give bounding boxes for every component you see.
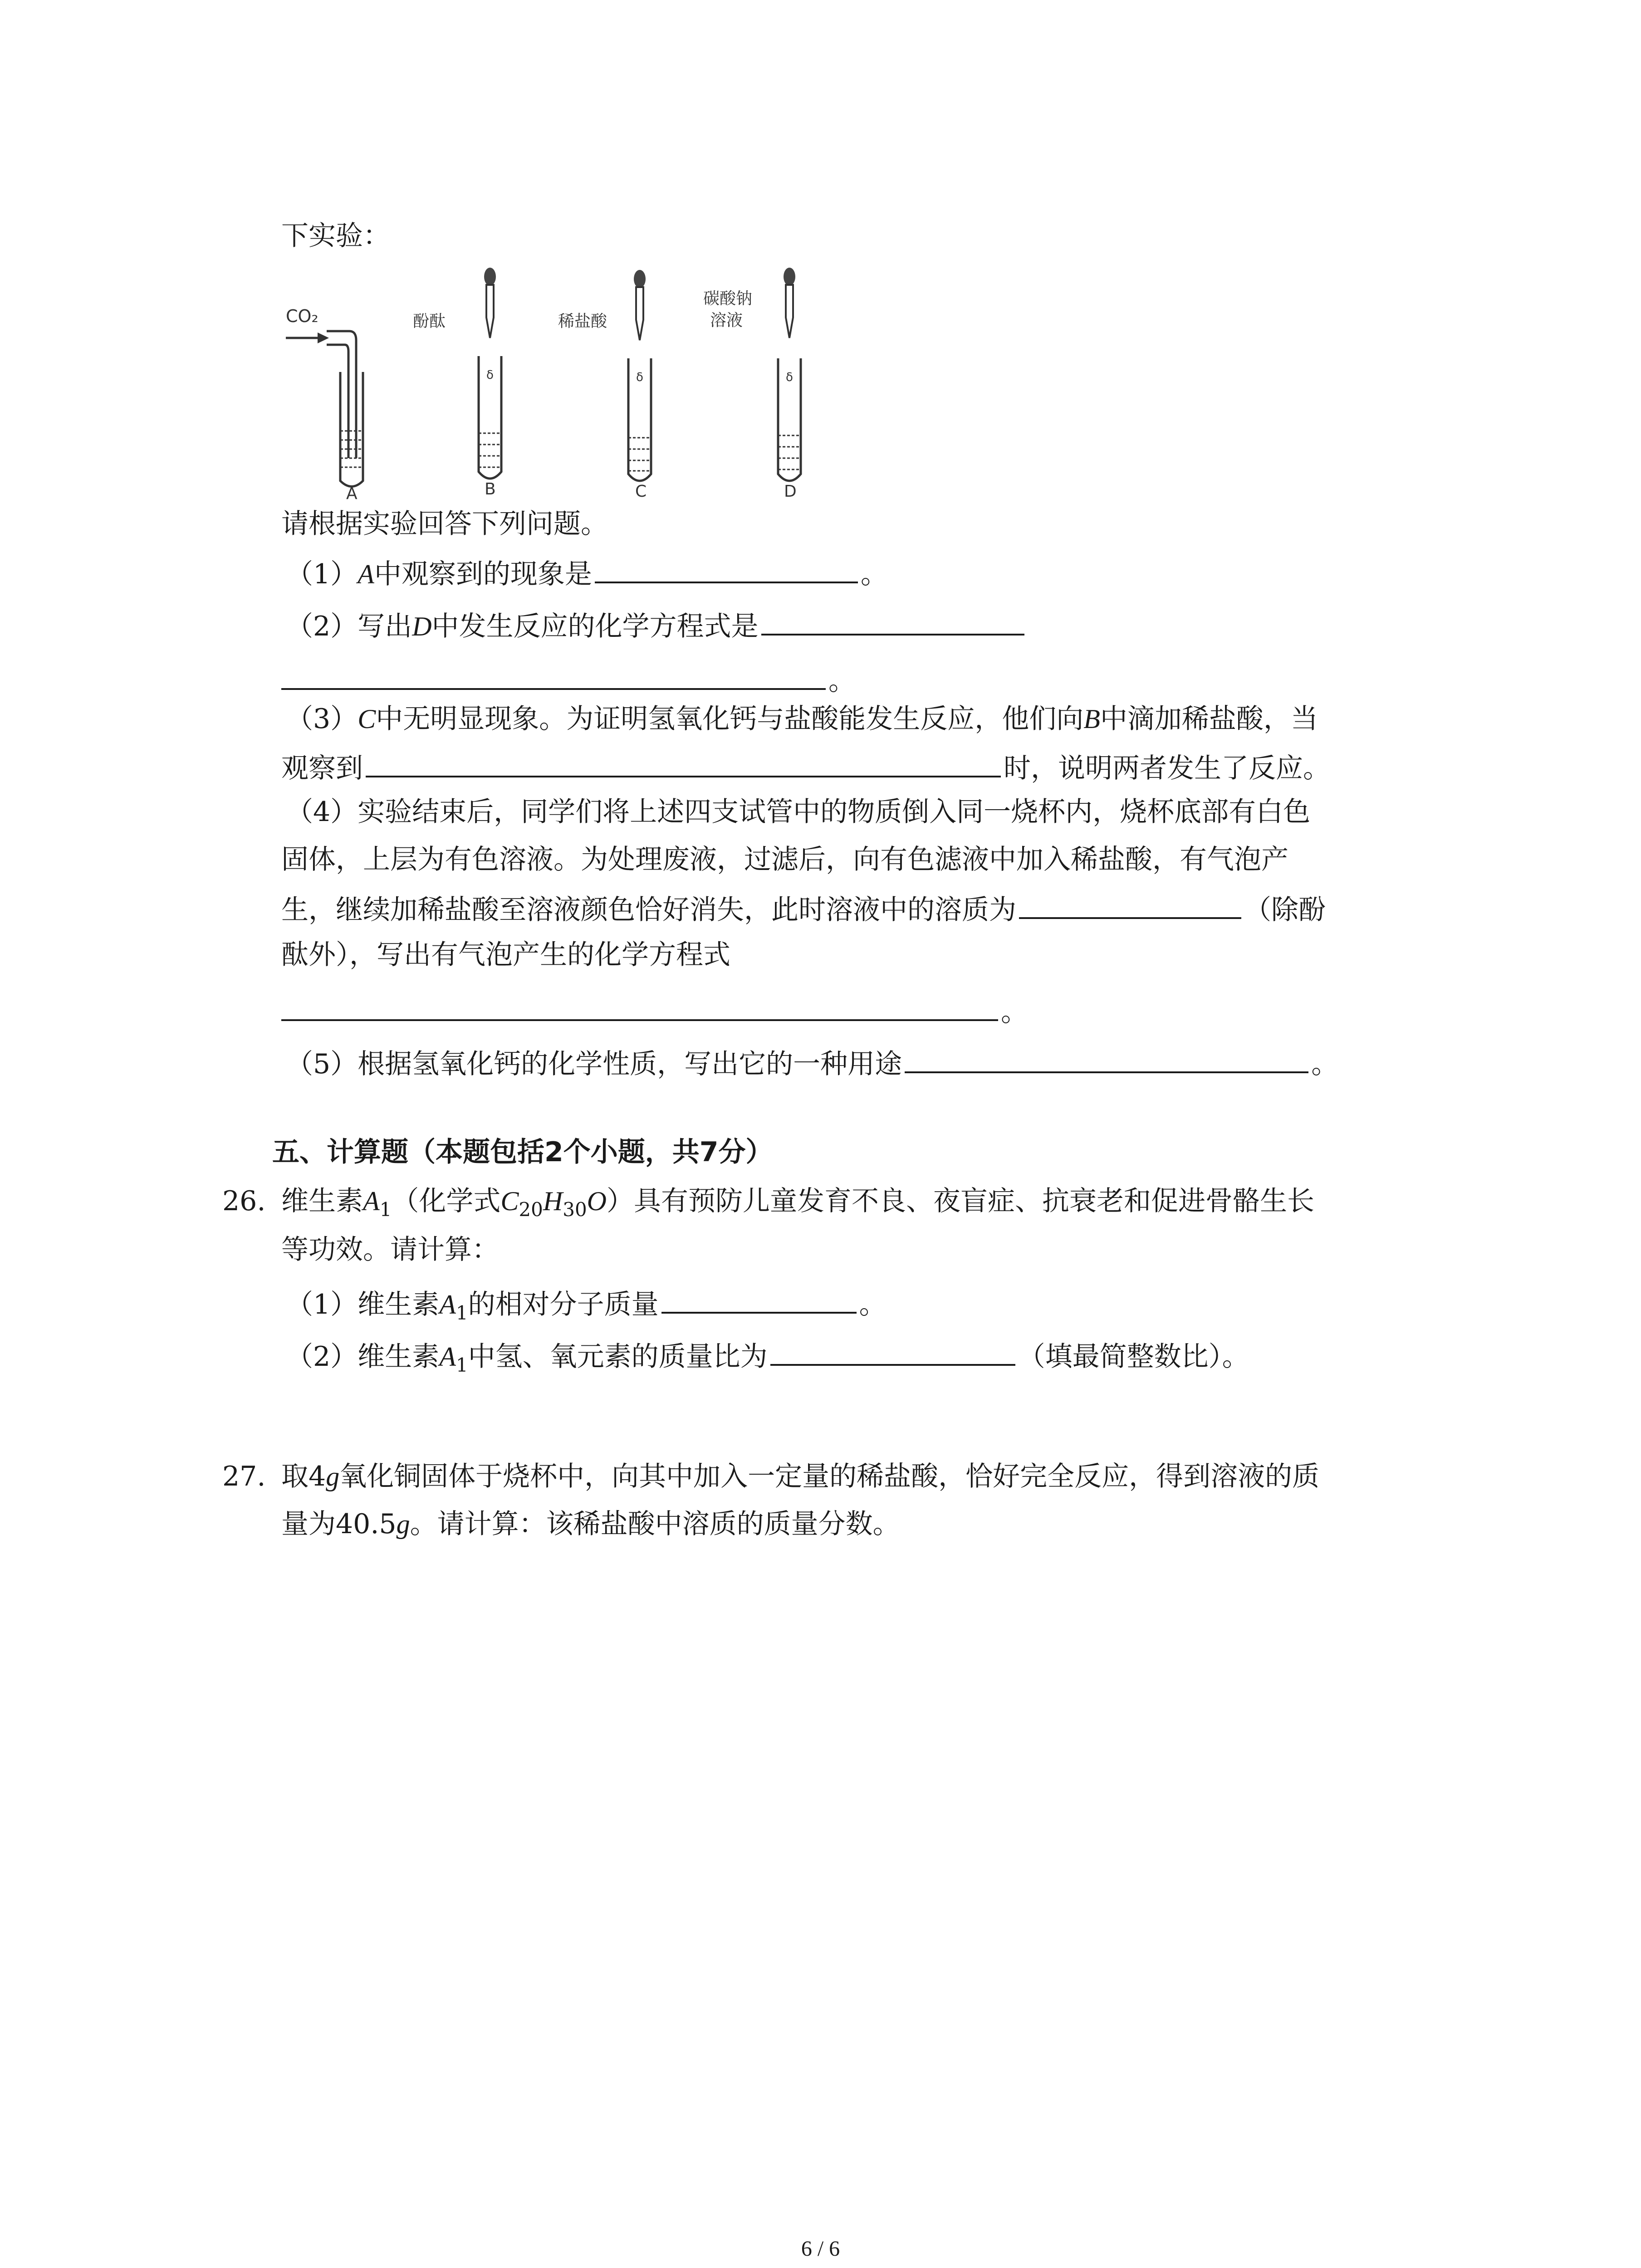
question-2: （2）写出D中发生反应的化学方程式是: [286, 606, 1027, 645]
reagent-b-label: 酚酞: [413, 312, 446, 331]
svg-text:δ: δ: [486, 368, 494, 382]
answer-blank-2b[interactable]: [281, 660, 826, 690]
question-1: （1）A中观察到的现象是 。: [286, 553, 888, 592]
question-4-line-4: 酞外），写出有气泡产生的化学方程式: [281, 939, 730, 971]
tube-a-label: A: [346, 484, 358, 503]
answer-blank-4a[interactable]: [1019, 889, 1241, 919]
question-3-line-1: （3）C中无明显现象。为证明氢氧化钙与盐酸能发生反应，他们向B中滴加稀盐酸，当: [286, 703, 1318, 735]
answer-blank-2a[interactable]: [761, 606, 1024, 635]
prompt-text: 请根据实验回答下列问题。: [281, 508, 608, 540]
question-3-line-2: 观察到 时，说明两者发生了反应。: [281, 748, 1330, 787]
answer-blank-1[interactable]: [595, 553, 858, 583]
question-4-line-5: 。: [281, 991, 1028, 1030]
tube-d-label: D: [784, 482, 797, 501]
question-2-cont: 。: [281, 660, 856, 699]
tube-b-label: B: [485, 480, 496, 499]
test-tube-d: [703, 268, 801, 501]
question-26-part-1: （1）维生素$A_1$的相对分子质量 。: [286, 1284, 887, 1331]
question-26-number: 26.: [222, 1185, 266, 1217]
answer-blank-26-1[interactable]: [661, 1284, 857, 1314]
question-27-line-1: 取4g氧化铜固体于烧杯中，向其中加入一定量的稀盐酸，恰好完全反应，得到溶液的质: [281, 1461, 1320, 1492]
question-26-line-2: 等功效。请计算：: [281, 1234, 499, 1266]
answer-blank-26-2[interactable]: [770, 1336, 1015, 1366]
tube-c-label: C: [635, 482, 647, 501]
question-27-number: 27.: [222, 1461, 266, 1492]
test-tube-b: [413, 268, 501, 499]
intro-text: 下实验：: [281, 220, 390, 252]
question-4-line-2: 固体，上层为有色溶液。为处理废液，过滤后，向有色滤液中加入稀盐酸，有气泡产: [281, 844, 1288, 875]
question-4-line-1: （4）实验结束后，同学们将上述四支试管中的物质倒入同一烧杯内，烧杯底部有白色: [286, 796, 1311, 828]
answer-blank-4b[interactable]: [281, 991, 998, 1021]
experiment-figure: [277, 259, 839, 503]
question-26-part-2: （2）维生素$A_1$中氢、氧元素的质量比为 （填最简整数比）。: [286, 1336, 1249, 1383]
test-tube-c: [558, 270, 651, 501]
question-26-line-1: 维生素$A_1$（化学式$C_{20}H_{30}O$）具有预防儿童发育不良、夜盲症、抗衰老和促进骨骼生长: [281, 1185, 1315, 1221]
question-4-line-3: 生，继续加稀盐酸至溶液颜色恰好消失，此时溶液中的溶质为 （除酚: [281, 889, 1326, 928]
co2-label: CO₂: [286, 306, 318, 326]
reagent-c-label: 稀盐酸: [558, 312, 607, 331]
svg-text:δ: δ: [786, 371, 793, 384]
answer-blank-3[interactable]: [366, 748, 1001, 777]
answer-blank-5[interactable]: [905, 1043, 1308, 1073]
reagent-d-label-2: 溶液: [710, 311, 743, 330]
section-heading: 五、计算题（本题包括2个小题，共7分）: [272, 1136, 773, 1168]
test-tube-a: [327, 331, 363, 503]
page-indicator: 6 / 6: [801, 2237, 840, 2261]
reagent-d-label-1: 碳酸钠: [703, 289, 753, 308]
question-5: （5）根据氢氧化钙的化学性质，写出它的一种用途 。: [286, 1043, 1338, 1082]
question-27-line-2: 量为40.5g。请计算：该稀盐酸中溶质的质量分数。: [281, 1508, 900, 1540]
arrow-icon: [286, 332, 329, 343]
svg-text:δ: δ: [636, 371, 643, 384]
